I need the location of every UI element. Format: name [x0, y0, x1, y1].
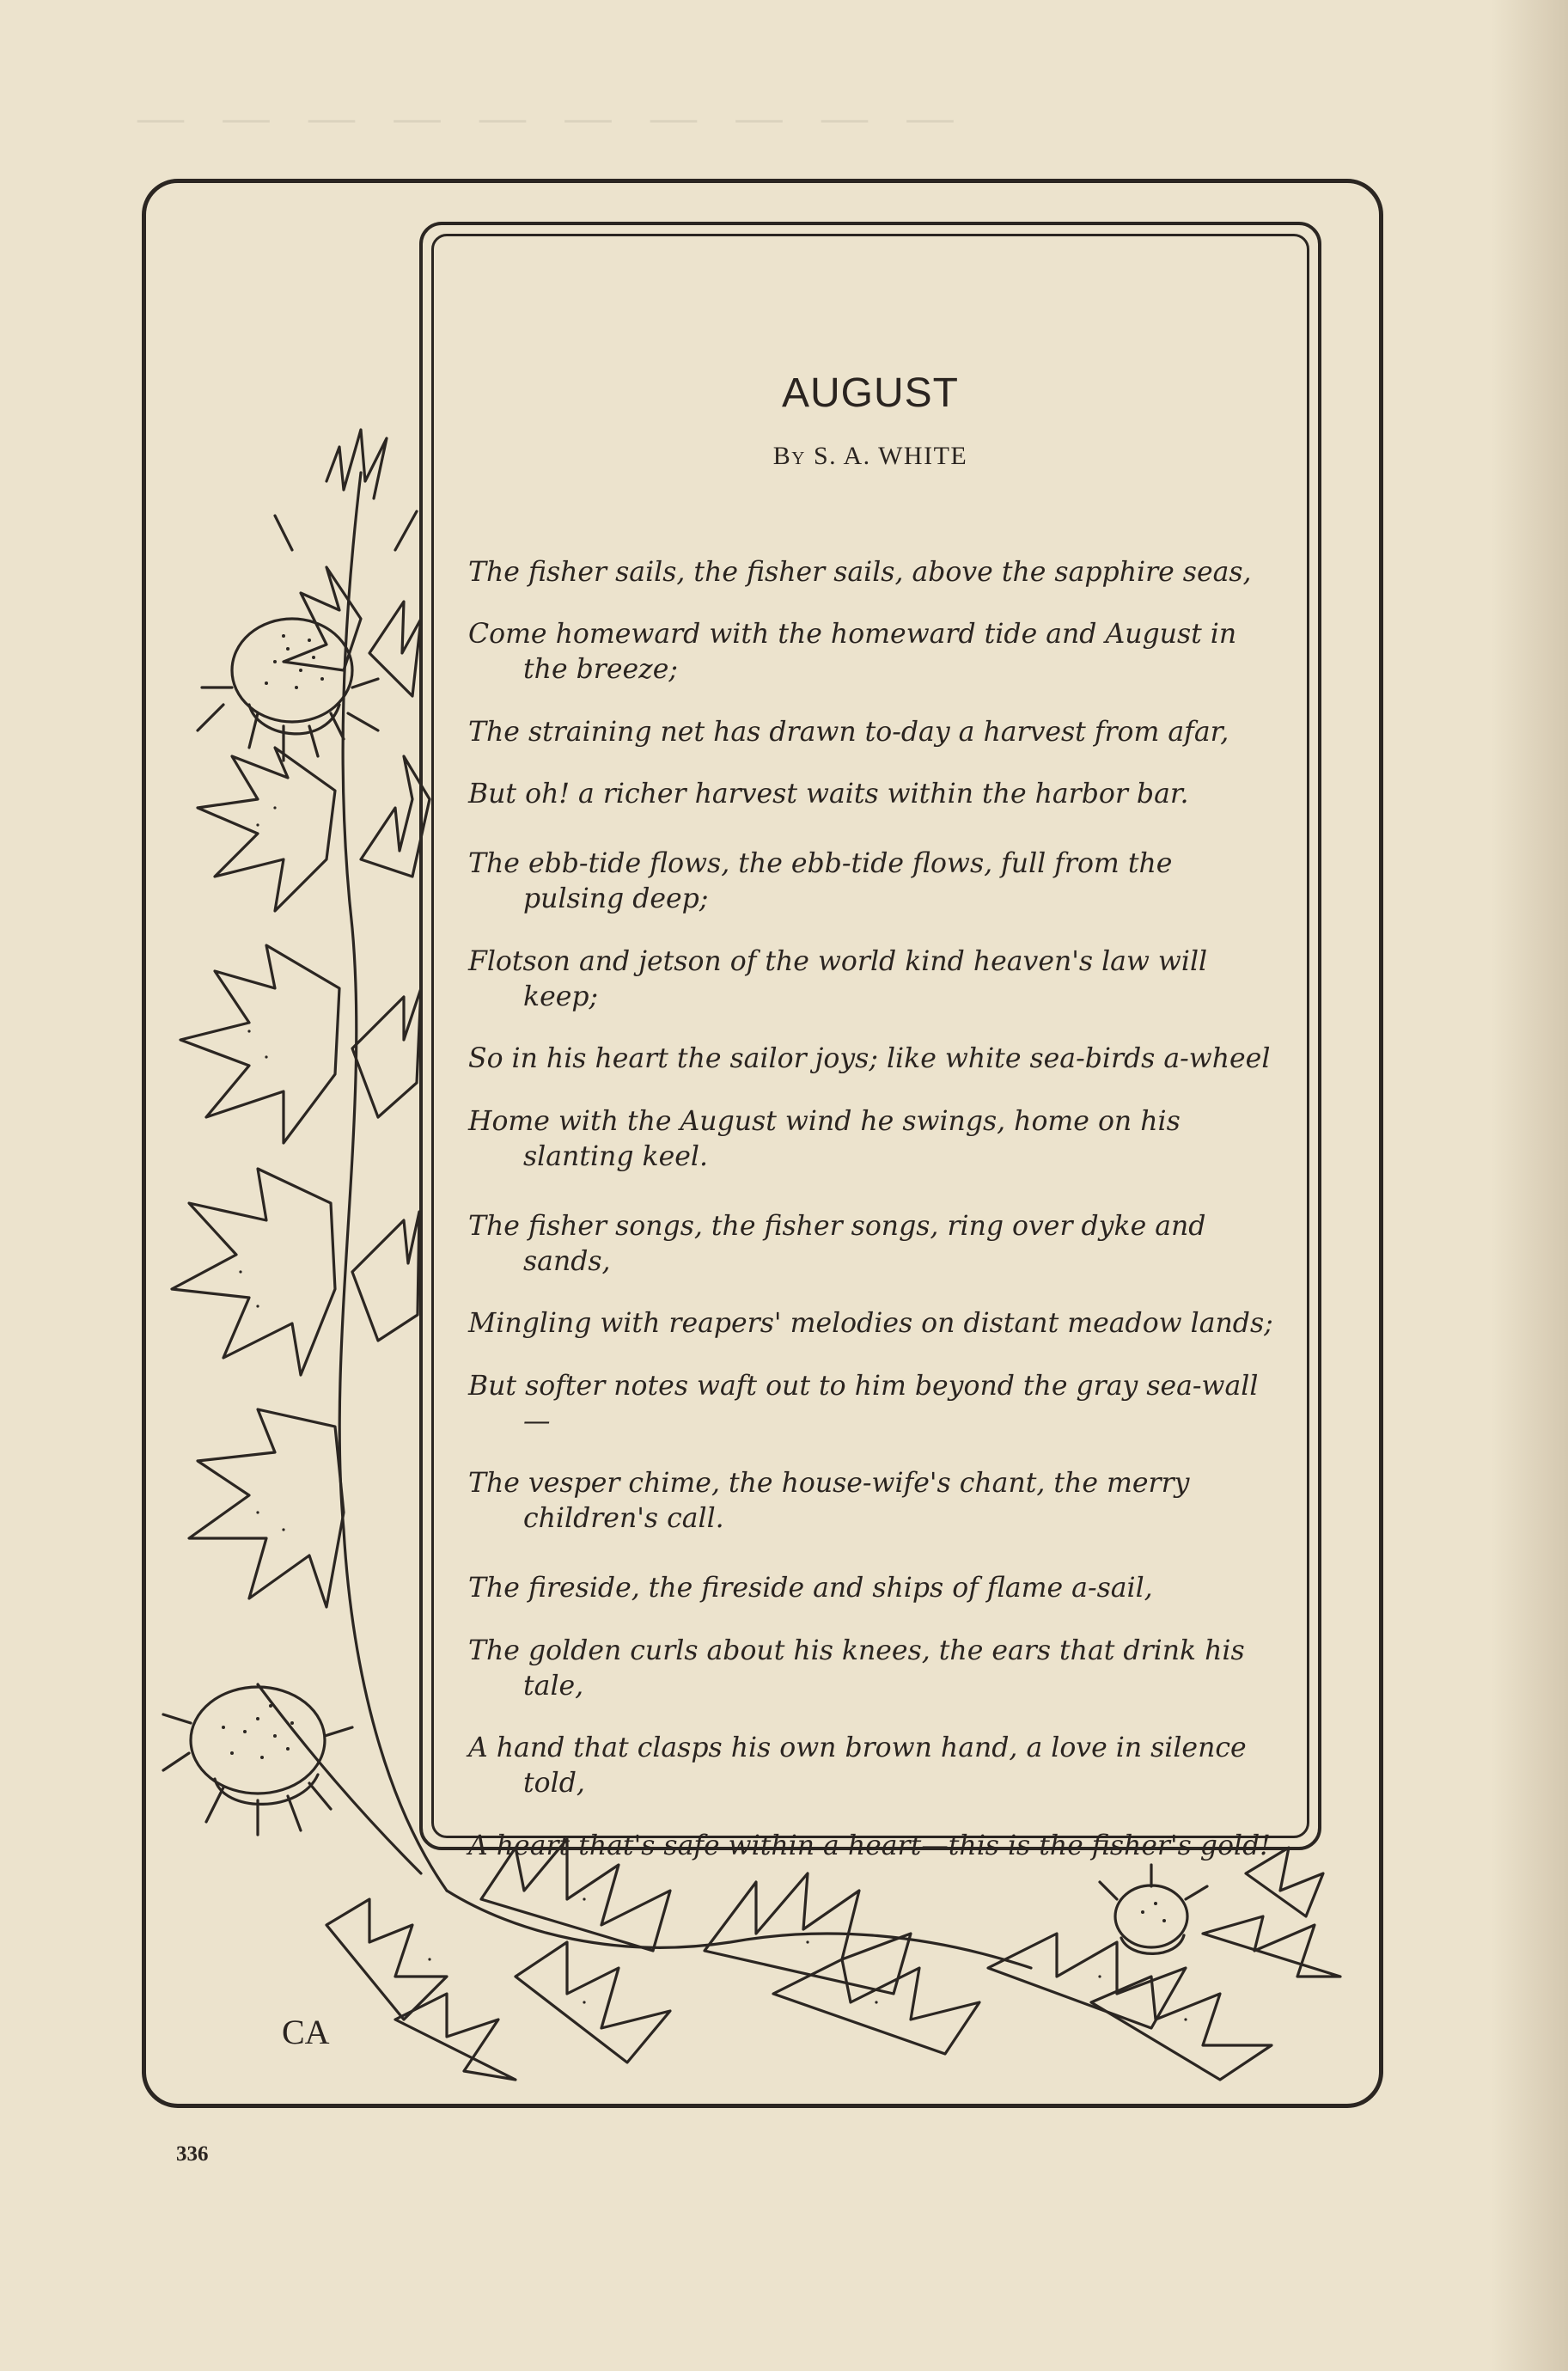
poem-line: Mingling with reapers' melodies on distant meadow lands; — [468, 1308, 1273, 1339]
poem-line: But softer notes waft out to him beyond the gray sea-wall— — [468, 1370, 1259, 1437]
poem-line: So in his heart the sailor joys; like white sea-birds a-wheel — [468, 1043, 1271, 1074]
poem-line: A heart that's safe within a heart—this is the fisher's gold! — [468, 1830, 1271, 1861]
poem-body — [468, 528, 1280, 1898]
stanza-4 — [468, 1571, 1280, 1864]
poem-line: A hand that clasps his own brown hand, a love in silence told, — [468, 1732, 1247, 1799]
poem-line: The golden curls about his knees, the ears that drink his tale, — [468, 1635, 1245, 1702]
poem-line: But oh! a richer harvest waits within the harbor bar. — [468, 779, 1189, 810]
artist-monogram: CA — [282, 2013, 330, 2051]
poem-line: The vesper chime, the house-wife's chant, the merry children's call. — [468, 1468, 1190, 1534]
page-number: 336 — [176, 2142, 209, 2166]
stanza-2 — [468, 846, 1280, 1175]
stanza-1 — [468, 555, 1280, 813]
poem-line: Flotson and jetson of the world kind heaven's law will keep; — [468, 945, 1208, 1012]
poem-line: Home with the August wind he swings, home on his slanting keel. — [468, 1105, 1181, 1172]
byline — [431, 442, 1309, 471]
poem-line: The fisher sails, the fisher sails, above the sapphire seas, — [468, 556, 1252, 588]
stanza-3 — [468, 1209, 1280, 1537]
poem-line: The fisher songs, the fisher songs, ring over dyke and sands, — [468, 1210, 1206, 1277]
byline-prefix: By — [772, 442, 806, 470]
poem-line: The fireside, the fireside and ships of flame a-sail, — [468, 1573, 1153, 1604]
bleed-through-text: — — — — — — — — — — — [137, 91, 967, 143]
poem-line: The straining net has drawn to-day a harvest from afar, — [468, 716, 1229, 748]
byline-author: S. A. WHITE — [813, 442, 968, 470]
poem-line: Come homeward with the homeward tide and August in the breeze; — [468, 619, 1237, 685]
poem-line: The ebb-tide flows, the ebb-tide flows, full from the pulsing deep; — [468, 848, 1173, 914]
poem-title: AUGUST — [781, 370, 959, 417]
